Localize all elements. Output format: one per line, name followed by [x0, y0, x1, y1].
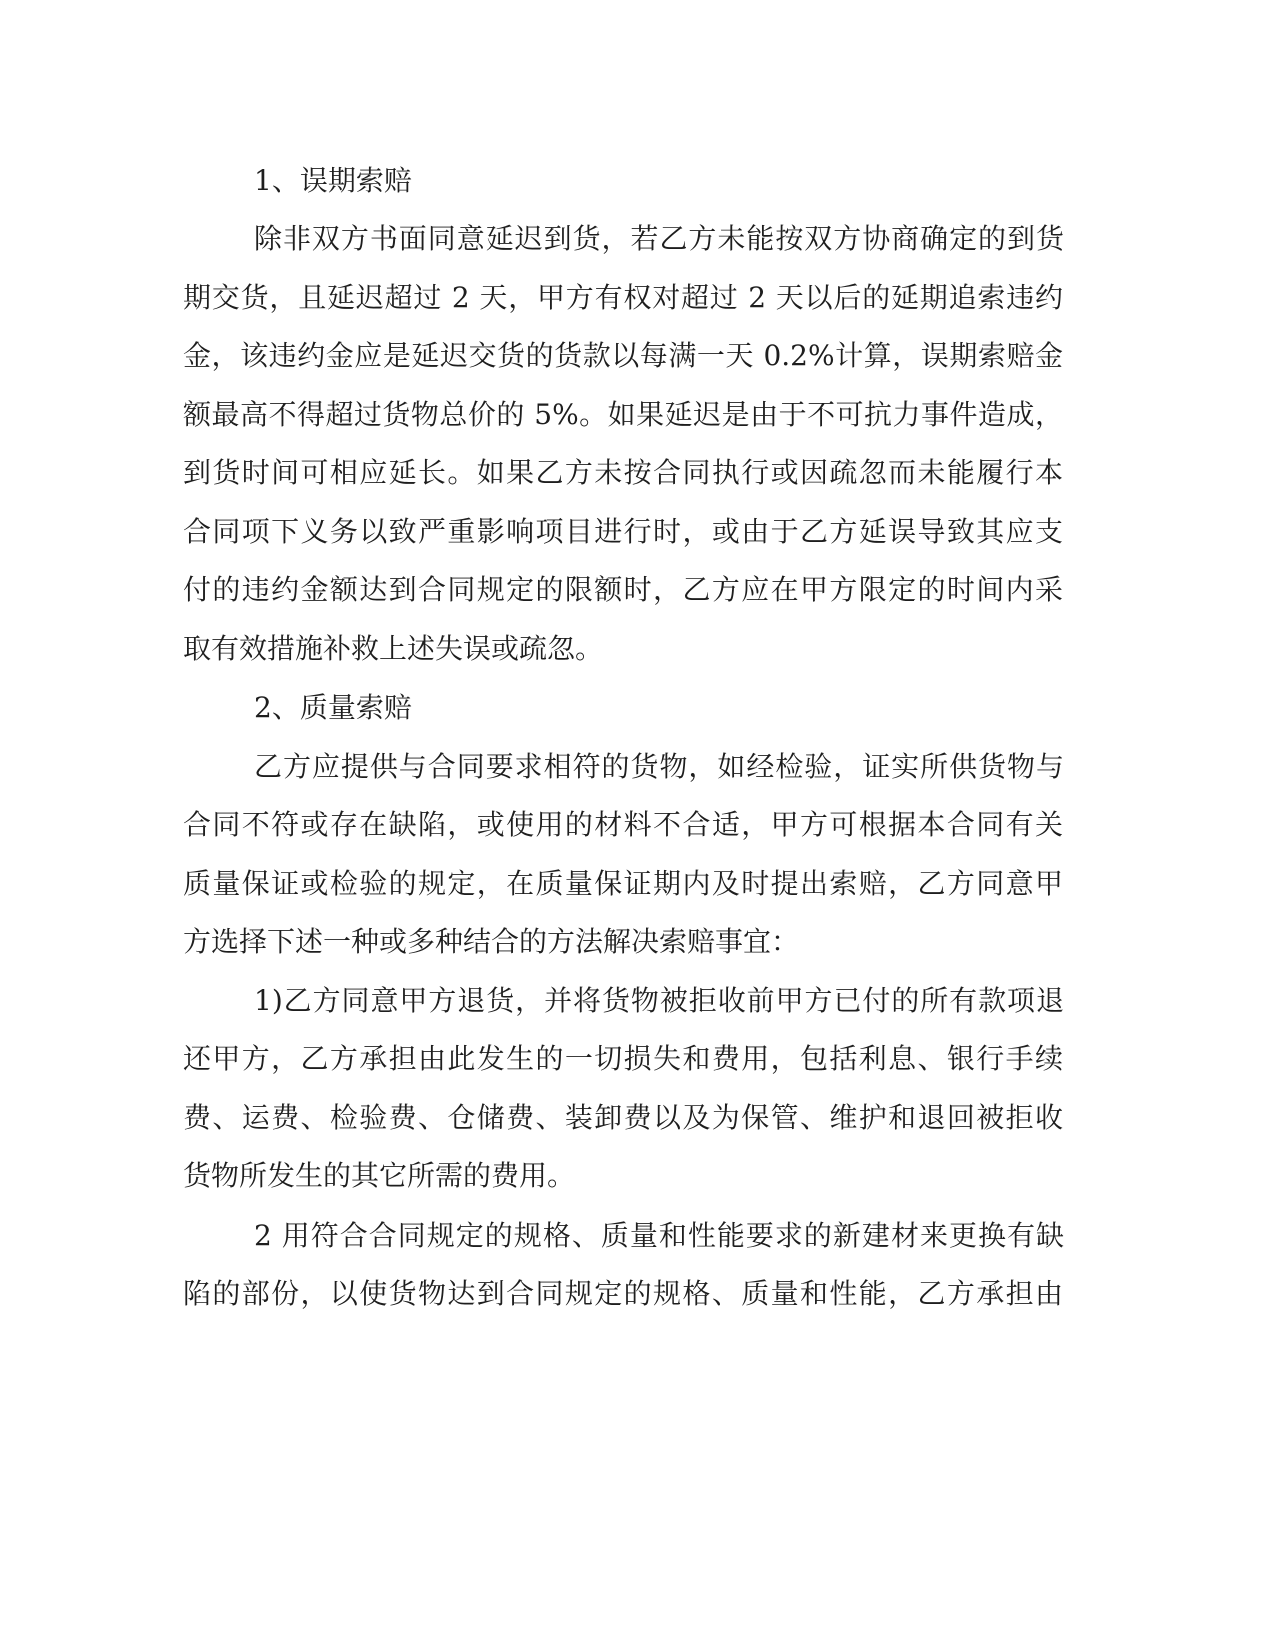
paragraph-line: 合同不符或存在缺陷，或使用的材料不合适，甲方可根据本合同有关	[183, 808, 1063, 841]
paragraph-line: 到货时间可相应延长。如果乙方未按合同执行或因疏忽而未能履行本	[183, 456, 1063, 489]
paragraph-line: 期交货，且延迟超过 2 天，甲方有权对超过 2 天以后的延期追索违约	[183, 281, 1063, 314]
paragraph-line: 货物所发生的其它所需的费用。	[183, 1159, 576, 1192]
paragraph-line: 方选择下述一种或多种结合的方法解决索赔事宜：	[183, 925, 800, 958]
paragraph-line: 额最高不得超过货物总价的 5%。如果延迟是由于不可抗力事件造成，	[183, 398, 1063, 431]
paragraph-line: 乙方应提供与合同要求相符的货物，如经检验，证实所供货物与	[254, 750, 1064, 783]
paragraph-line: 2 用符合合同规定的规格、质量和性能要求的新建材来更换有缺	[254, 1219, 1064, 1252]
paragraph-line: 质量保证或检验的规定，在质量保证期内及时提出索赔，乙方同意甲	[183, 867, 1063, 900]
paragraph-line: 金，该违约金应是延迟交货的货款以每满一天 0.2%计算，误期索赔金	[183, 339, 1063, 372]
paragraph-line: 1)乙方同意甲方退货，并将货物被拒收前甲方已付的所有款项退	[254, 984, 1064, 1017]
paragraph-line: 合同项下义务以致严重影响项目进行时，或由于乙方延误导致其应支	[183, 515, 1063, 548]
paragraph-line: 取有效措施补救上述失误或疏忽。	[183, 632, 604, 665]
paragraph-line: 费、运费、检验费、仓储费、装卸费以及为保管、维护和退回被拒收	[183, 1101, 1063, 1134]
paragraph-line: 付的违约金额达到合同规定的限额时，乙方应在甲方限定的时间内采	[183, 573, 1063, 606]
paragraph-line: 陷的部份，以使货物达到合同规定的规格、质量和性能，乙方承担由	[183, 1277, 1063, 1310]
section-heading-quality-claim: 2、质量索赔	[254, 691, 412, 724]
paragraph-line: 除非双方书面同意延迟到货，若乙方未能按双方协商确定的到货	[254, 222, 1064, 255]
section-heading-delay-claim: 1、误期索赔	[254, 164, 412, 197]
paragraph-line: 还甲方，乙方承担由此发生的一切损失和费用，包括利息、银行手续	[183, 1042, 1063, 1075]
